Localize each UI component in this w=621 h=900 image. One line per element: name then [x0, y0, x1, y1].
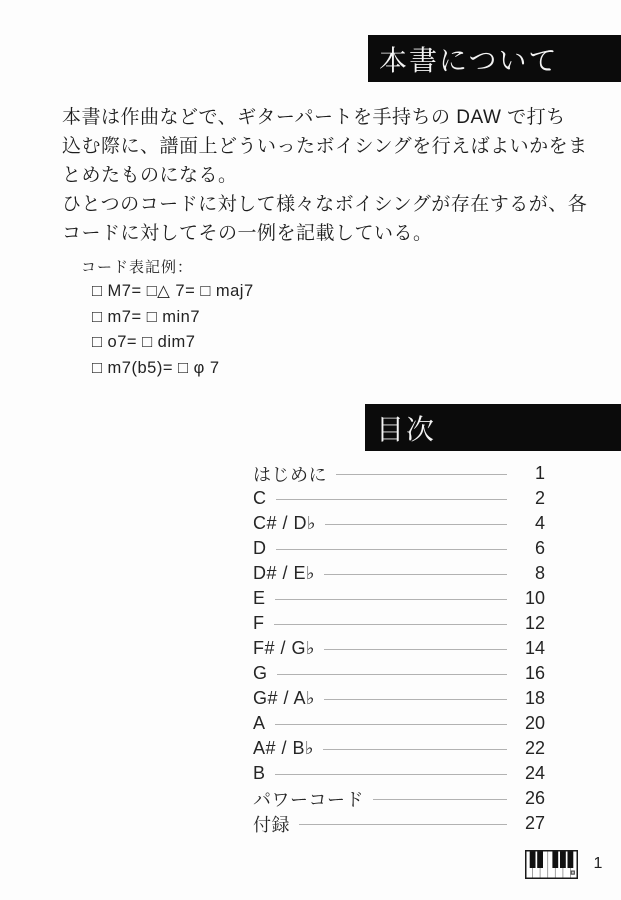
- toc-entry-label: D# / E♭: [253, 563, 316, 583]
- toc-entry-page: 20: [524, 713, 545, 733]
- chord-notation-item: □ m7(b5)= □ φ 7: [92, 358, 220, 377]
- about-title: 本書について: [379, 44, 559, 76]
- toc-entry: [253, 711, 545, 736]
- leader-line: [276, 499, 508, 501]
- toc-entry: [253, 686, 545, 711]
- toc-entry: [253, 736, 545, 761]
- paragraph-line: コードに対してその一例を記載している。: [62, 223, 433, 244]
- toc-entry-page: 4: [534, 513, 545, 533]
- toc-entry: [253, 761, 545, 786]
- toc-entry-page: 16: [524, 663, 545, 683]
- chord-notation-item: □ m7= □ min7: [92, 307, 201, 326]
- toc-entry-label: G: [253, 663, 268, 683]
- toc-entry-page: 26: [524, 788, 545, 808]
- leader-line: [324, 574, 507, 576]
- chord-notation-item: □ o7= □ dim7: [92, 333, 196, 351]
- leader-line: [373, 799, 507, 801]
- toc-entry: [253, 486, 545, 511]
- leader-line: [336, 474, 507, 476]
- leader-line: [324, 699, 507, 701]
- toc-entry-page: 8: [534, 563, 545, 583]
- toc-entry-page: 6: [534, 538, 545, 558]
- leader-line: [324, 649, 507, 651]
- toc-entry-label: 付録: [253, 814, 290, 835]
- paragraph-line: 込む際に、譜面上どういったボイシングを行えばよいかをま: [62, 136, 588, 157]
- chord-notation-label: コード表記例：: [81, 259, 194, 276]
- leader-line: [323, 749, 507, 751]
- toc-entry: [253, 461, 545, 486]
- toc-entry-page: 24: [524, 763, 545, 783]
- toc-list: [253, 461, 545, 836]
- paragraph-line: ひとつのコードに対して様々なボイシングが存在するが、各: [62, 194, 588, 215]
- toc-entry: [253, 786, 545, 811]
- toc-entry: [253, 811, 545, 836]
- toc-entry: [253, 511, 545, 536]
- leader-line: [274, 624, 508, 626]
- toc-entry: [253, 611, 545, 636]
- toc-entry-page: 14: [524, 638, 545, 658]
- toc-entry-label: B: [253, 763, 266, 783]
- toc-entry: [253, 661, 545, 686]
- toc-entry-page: 10: [524, 588, 545, 608]
- toc-entry-label: D: [253, 538, 267, 558]
- toc-entry-label: はじめに: [253, 464, 327, 485]
- toc-entry-label: パワーコード: [253, 789, 364, 810]
- section-header-toc: [365, 404, 621, 451]
- toc-title: 目次: [376, 413, 437, 445]
- chord-notation-list: [92, 279, 254, 381]
- leader-line: [276, 549, 508, 551]
- toc-entry-page: 12: [524, 613, 545, 633]
- leader-line: [275, 724, 507, 726]
- toc-entry-label: F# / G♭: [253, 638, 315, 658]
- toc-entry-label: A: [253, 713, 266, 733]
- toc-entry-label: F: [253, 613, 265, 633]
- leader-line: [275, 774, 507, 776]
- toc-entry-label: C# / D♭: [253, 513, 317, 533]
- toc-entry: [253, 561, 545, 586]
- paragraph-line: 本書は作曲などで、ギターパートを手持ちの DAW で打ち: [62, 107, 566, 128]
- toc-entry: [253, 536, 545, 561]
- toc-entry-label: E: [253, 588, 266, 608]
- toc-entry: [253, 586, 545, 611]
- leader-line: [275, 599, 507, 601]
- leader-line: [277, 674, 507, 676]
- toc-entry-label: A# / B♭: [253, 738, 315, 758]
- toc-entry-page: 2: [534, 488, 545, 508]
- leader-line: [325, 524, 507, 526]
- toc-entry-page: 27: [524, 813, 545, 833]
- page-number: 1: [593, 855, 603, 872]
- toc-entry-page: 18: [524, 688, 545, 708]
- section-header-about: [368, 35, 621, 82]
- toc-entry-page: 1: [534, 463, 545, 483]
- piano-keyboard-icon: [525, 850, 578, 879]
- toc-entry-page: 22: [524, 738, 545, 758]
- toc-entry-label: C: [253, 488, 267, 508]
- about-paragraph: [62, 103, 602, 248]
- toc-entry: [253, 636, 545, 661]
- paragraph-line: とめたものになる。: [62, 165, 238, 186]
- chord-notation-item: □ M7= □△ 7= □ maj7: [92, 282, 254, 300]
- toc-entry-label: G# / A♭: [253, 688, 316, 708]
- leader-line: [299, 824, 507, 826]
